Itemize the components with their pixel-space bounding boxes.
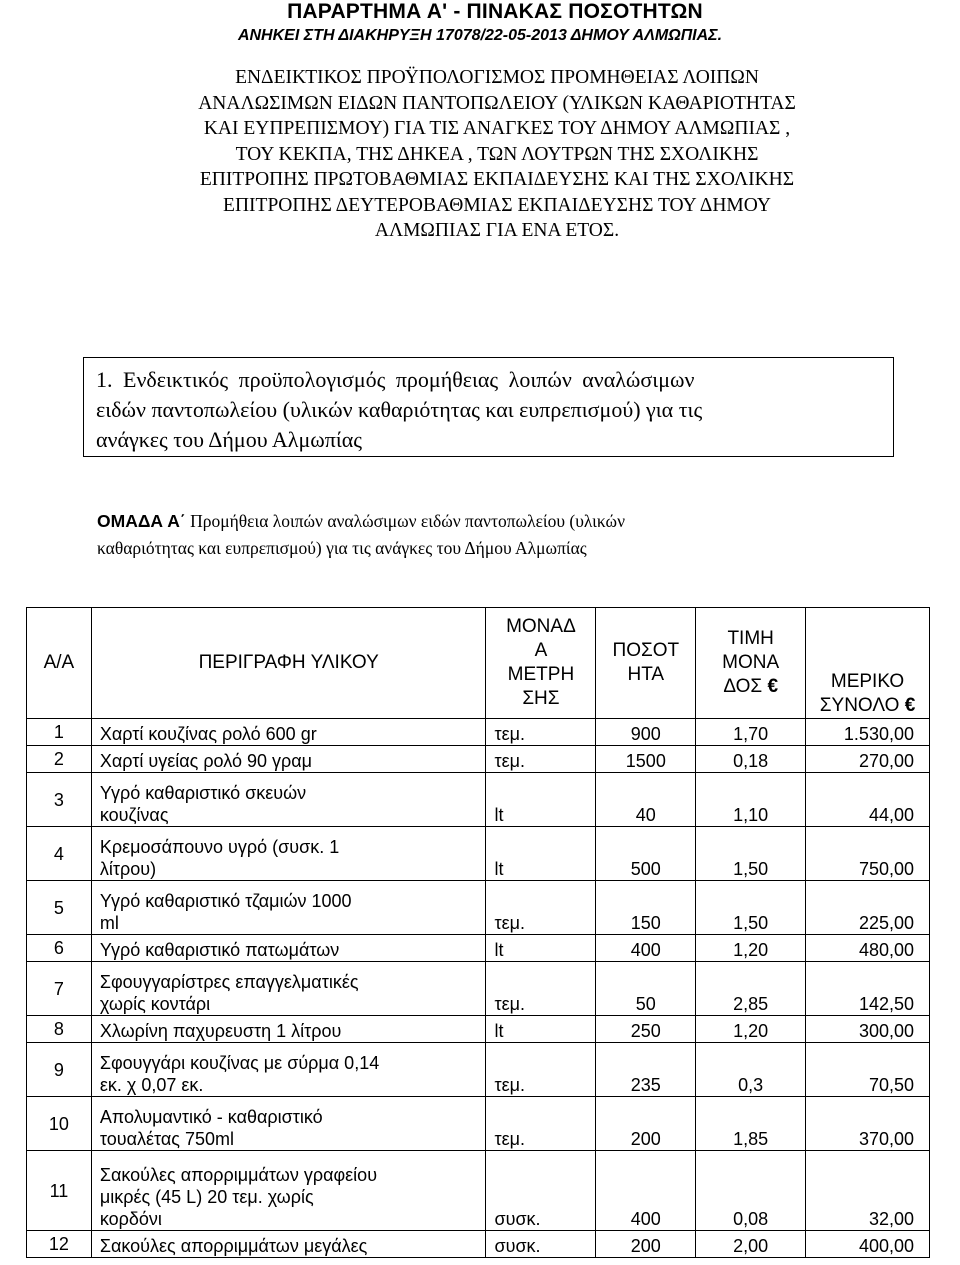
- header-total-line: [809, 694, 926, 718]
- header-price-text: ΔΟΣ: [723, 676, 763, 697]
- row-unit: lt: [486, 935, 596, 962]
- row-total: 70,50: [806, 1043, 930, 1097]
- annex-title: ΠΑΡΑΡΤΗΜΑ Α' - ΠΙΝΑΚΑΣ ΠΟΣΟΤΗΤΩΝ: [287, 0, 703, 23]
- row-unit: τεμ.: [486, 746, 596, 773]
- row-total: 480,00: [806, 935, 930, 962]
- row-description-line: Χαρτί υγείας ρολό 90 γραμ: [99, 751, 313, 771]
- row-description-line: μικρές (45 L) 20 τεμ. χωρίς: [99, 1187, 314, 1207]
- header-total-line: ΜΕΡΙΚΟ: [830, 671, 905, 692]
- row-description: [91, 881, 486, 935]
- heading-line: ΑΛΜΩΠΙΑΣ ΓΙΑ ΕΝΑ ΕΤΟΣ.: [374, 220, 620, 241]
- row-description-line: Σφουγγάρι κουζίνας με σύρμα 0,14: [99, 1053, 380, 1073]
- row-description: [91, 1151, 486, 1231]
- row-number: 2: [27, 746, 92, 773]
- header-total-text: ΣΥΝΟΛΟ: [819, 695, 900, 716]
- row-total: 32,00: [806, 1151, 930, 1231]
- row-description-line: Υγρό καθαριστικό σκευών: [99, 783, 307, 803]
- header-total: [806, 608, 930, 719]
- row-number: 8: [27, 1016, 92, 1043]
- header-unit-price: [696, 608, 806, 719]
- row-description-line: Απολυμαντικό - καθαριστικό: [99, 1107, 323, 1127]
- row-total: 1.530,00: [806, 719, 930, 746]
- row-unit-price: 2,85: [696, 962, 806, 1016]
- header-unit: [486, 608, 596, 719]
- row-description-line: ml: [99, 913, 119, 933]
- header-quantity-line: ΗΤΑ: [627, 664, 665, 685]
- row-unit-price: 1,50: [696, 827, 806, 881]
- row-unit: τεμ.: [486, 719, 596, 746]
- section-title-line: 1. Ενδεικτικός προϋπολογισμός προμήθειας λοιπών αναλώσιμων: [96, 367, 695, 392]
- row-description: [91, 827, 486, 881]
- row-total: 370,00: [806, 1097, 930, 1151]
- row-unit: lt: [486, 827, 596, 881]
- document-heading: [137, 65, 857, 244]
- header-unit-line: ΜΟΝΑΔ: [506, 616, 576, 637]
- row-description-line: Χλωρίνη παχυρευστη 1 λίτρου: [99, 1021, 342, 1041]
- table-header-row: [27, 608, 930, 719]
- row-unit-price: 1,10: [696, 773, 806, 827]
- row-unit: τεμ.: [486, 1097, 596, 1151]
- row-description-line: Κρεμοσάπουνο υγρό (συσκ. 1: [99, 837, 340, 857]
- row-unit-price: 0,18: [696, 746, 806, 773]
- row-total: 270,00: [806, 746, 930, 773]
- header-price-line: ΜΟΝΑ: [722, 652, 780, 673]
- row-unit-price: 1,20: [696, 1016, 806, 1043]
- row-unit: lt: [486, 773, 596, 827]
- row-description: [91, 1043, 486, 1097]
- group-line: [97, 508, 917, 535]
- row-description-line: τουαλέτας 750ml: [99, 1129, 234, 1149]
- row-quantity: 400: [596, 935, 696, 962]
- row-unit-price: 1,20: [696, 935, 806, 962]
- row-description-line: Χαρτί κουζίνας ρολό 600 gr: [99, 724, 317, 744]
- row-description: [91, 1097, 486, 1151]
- euro-icon: €: [904, 695, 916, 716]
- section-title-box: [83, 357, 894, 457]
- group-line: καθαριότητας και ευπρεπισμού) για τις ανάγκες του Δήμου Αλμωπίας: [97, 538, 587, 558]
- row-unit-price: 1,70: [696, 719, 806, 746]
- row-unit-price: 1,85: [696, 1097, 806, 1151]
- header-price-line: ΤΙΜΗ: [727, 628, 774, 649]
- row-description: [91, 1231, 486, 1258]
- table-row: [27, 881, 930, 935]
- row-unit: συσκ.: [486, 1231, 596, 1258]
- row-total: 225,00: [806, 881, 930, 935]
- row-quantity: 200: [596, 1231, 696, 1258]
- table-row: [27, 746, 930, 773]
- row-unit-price: 0,08: [696, 1151, 806, 1231]
- row-unit: τεμ.: [486, 881, 596, 935]
- row-number: 5: [27, 881, 92, 935]
- header-unit-line: ΣΗΣ: [522, 688, 560, 709]
- row-unit: συσκ.: [486, 1151, 596, 1231]
- heading-line: ΤΟΥ ΚΕΚΠΑ, ΤΗΣ ΔΗΚΕΑ , ΤΩΝ ΛΟΥΤΡΩΝ ΤΗΣ ΣΧΟΛΙΚΗΣ: [235, 143, 759, 165]
- row-description: [91, 935, 486, 962]
- row-description: [91, 1016, 486, 1043]
- row-quantity: 400: [596, 1151, 696, 1231]
- annex-subtitle: ΑΝΗΚΕΙ ΣΤΗ ΔΙΑΚΗΡΥΞΗ 17078/22-05-2013 ΔΗΜΟΥ ΑΛΜΩΠΙΑΣ.: [237, 27, 723, 44]
- row-description-line: Υγρό καθαριστικό τζαμιών 1000: [99, 891, 352, 911]
- row-number: 10: [27, 1097, 92, 1151]
- table-row: [27, 719, 930, 746]
- row-description: [91, 962, 486, 1016]
- table-row: [27, 1097, 930, 1151]
- row-total: 44,00: [806, 773, 930, 827]
- group-description: [97, 508, 917, 562]
- row-quantity: 1500: [596, 746, 696, 773]
- row-description-line: κουζίνας: [99, 805, 169, 825]
- row-quantity: 200: [596, 1097, 696, 1151]
- row-total: 142,50: [806, 962, 930, 1016]
- header-price-line: [699, 675, 802, 699]
- row-total: 400,00: [806, 1231, 930, 1258]
- row-unit-price: 2,00: [696, 1231, 806, 1258]
- row-quantity: 50: [596, 962, 696, 1016]
- row-description-line: Σφουγγαρίστρες επαγγελματικές: [99, 972, 359, 992]
- section-title-line: ανάγκες του Δήμου Αλμωπίας: [96, 427, 362, 452]
- row-quantity: 150: [596, 881, 696, 935]
- row-quantity: 500: [596, 827, 696, 881]
- header-unit-line: ΜΕΤΡΗ: [507, 664, 575, 685]
- group-label: ΟΜΑΔΑ Α΄: [97, 511, 186, 531]
- row-number: 1: [27, 719, 92, 746]
- heading-line: ΚΑΙ ΕΥΠΡΕΠΙΣΜΟΥ) ΓΙΑ ΤΙΣ ΑΝΑΓΚΕΣ ΤΟΥ ΔΗΜΟΥ ΑΛΜΩΠΙΑΣ ,: [203, 118, 791, 139]
- row-unit: τεμ.: [486, 1043, 596, 1097]
- row-description: [91, 746, 486, 773]
- row-description-line: Υγρό καθαριστικό πατωμάτων: [99, 940, 340, 960]
- header-unit-line: Α: [534, 640, 548, 661]
- row-quantity: 40: [596, 773, 696, 827]
- heading-line: ΕΠΙΤΡΟΠΗΣ ΔΕΥΤΕΡΟΒΑΘΜΙΑΣ ΕΚΠΑΙΔΕΥΣΗΣ ΤΟΥ ΔΗΜΟΥ: [223, 194, 771, 216]
- quantities-table: [26, 607, 930, 1258]
- heading-line: ΕΠΙΤΡΟΠΗΣ ΠΡΩΤΟΒΑΘΜΙΑΣ ΕΚΠΑΙΔΕΥΣΗΣ ΚΑΙ ΤΗΣ ΣΧΟΛΙΚΗΣ: [199, 169, 795, 190]
- row-description-line: κορδόνι: [99, 1209, 162, 1229]
- row-description-line: Σακούλες απορριμμάτων γραφείου: [99, 1165, 378, 1185]
- table-row: [27, 1016, 930, 1043]
- row-total: 300,00: [806, 1016, 930, 1043]
- row-unit: τεμ.: [486, 962, 596, 1016]
- table-row: [27, 1231, 930, 1258]
- table-row: [27, 935, 930, 962]
- section-title-line: ειδών παντοπωλείου (υλικών καθαριότητας και ευπρεπισμού) για τις: [96, 397, 703, 422]
- group-text: Προμήθεια λοιπών αναλώσιμων ειδών παντοπωλείου (υλικών: [185, 511, 625, 531]
- row-total: 750,00: [806, 827, 930, 881]
- row-description: [91, 719, 486, 746]
- row-number: 7: [27, 962, 92, 1016]
- row-description-line: λίτρου): [99, 859, 157, 879]
- row-description-line: εκ. χ 0,07 εκ.: [99, 1075, 204, 1095]
- row-number: 4: [27, 827, 92, 881]
- table-row: [27, 827, 930, 881]
- header-quantity: [596, 608, 696, 719]
- heading-line: ΑΝΑΛΩΣΙΜΩΝ ΕΙΔΩΝ ΠΑΝΤΟΠΩΛΕΙΟΥ (ΥΛΙΚΩΝ ΚΑΘΑΡΙΟΤΗΤΑΣ: [198, 92, 796, 114]
- table-row: [27, 1151, 930, 1231]
- row-description-line: Σακούλες απορριμμάτων μεγάλες: [99, 1236, 368, 1256]
- row-unit-price: 0,3: [696, 1043, 806, 1097]
- row-number: 12: [27, 1231, 92, 1258]
- header-description: ΠΕΡΙΓΡΑΦΗ ΥΛΙΚΟΥ: [91, 608, 486, 719]
- euro-icon: €: [767, 676, 779, 697]
- row-description-line: χωρίς κοντάρι: [99, 994, 211, 1014]
- row-unit-price: 1,50: [696, 881, 806, 935]
- row-number: 6: [27, 935, 92, 962]
- header-aa: Α/Α: [27, 608, 92, 719]
- table-row: [27, 1043, 930, 1097]
- header-quantity-line: ΠΟΣΟΤ: [612, 640, 680, 661]
- row-number: 3: [27, 773, 92, 827]
- table-row: [27, 773, 930, 827]
- row-quantity: 900: [596, 719, 696, 746]
- row-description: [91, 773, 486, 827]
- heading-line: ΕΝΔΕΙΚΤΙΚΟΣ ΠΡΟΫΠΟΛΟΓΙΣΜΟΣ ΠΡΟΜΗΘΕΙΑΣ ΛΟΙΠΩΝ: [235, 67, 759, 88]
- row-quantity: 235: [596, 1043, 696, 1097]
- row-quantity: 250: [596, 1016, 696, 1043]
- row-number: 9: [27, 1043, 92, 1097]
- row-number: 11: [27, 1151, 92, 1231]
- table-row: [27, 962, 930, 1016]
- row-unit: lt: [486, 1016, 596, 1043]
